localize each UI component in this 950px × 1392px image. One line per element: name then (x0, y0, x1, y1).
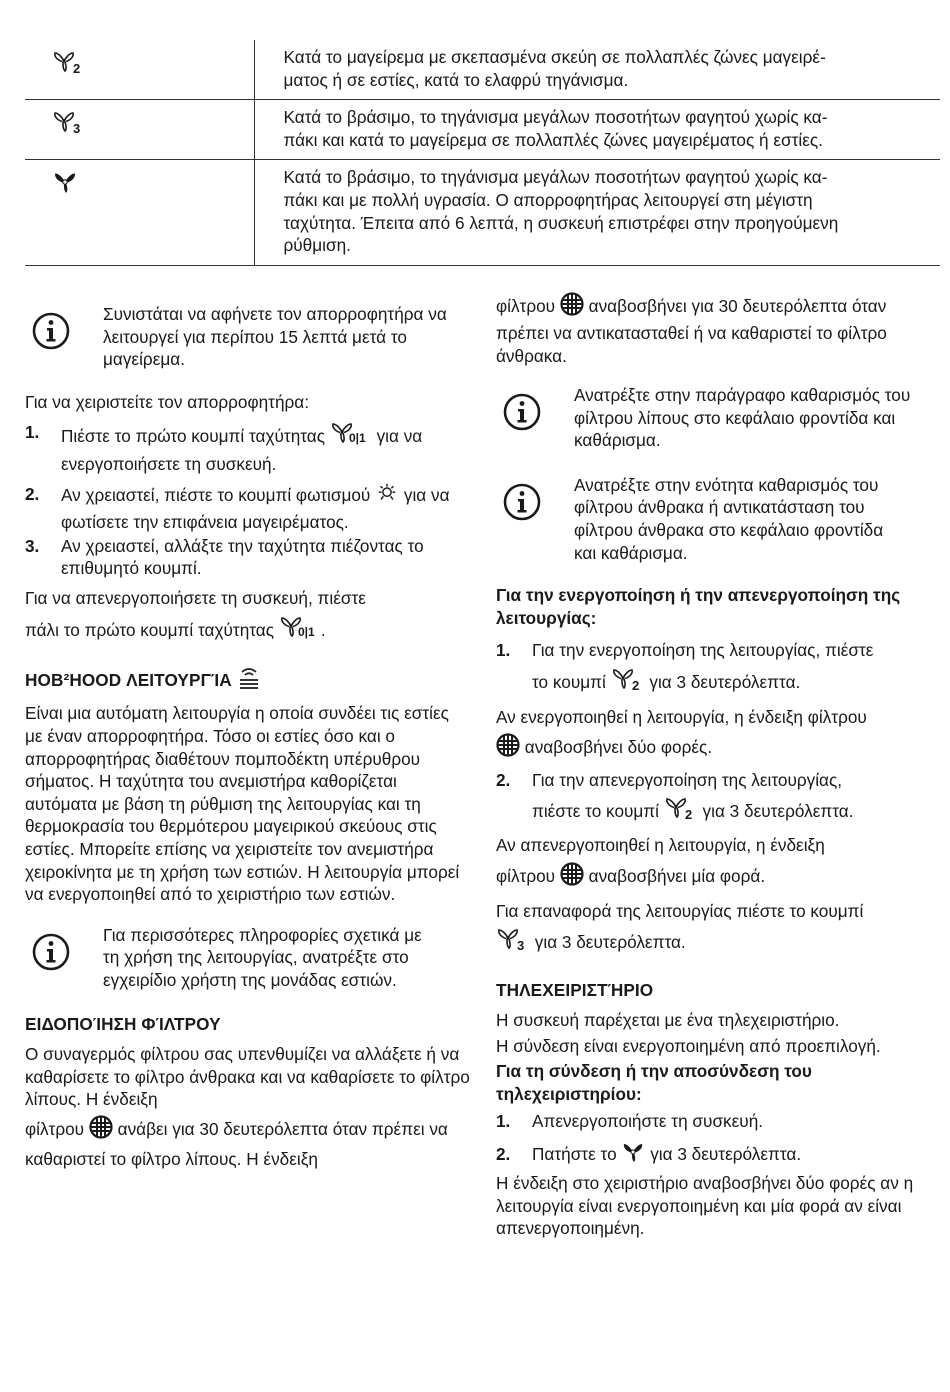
info-note (496, 474, 939, 564)
filter-text-2a: φίλτρου (25, 1118, 85, 1139)
step-text: Για την απενεργοποίηση της λειτουργίας, (532, 770, 843, 791)
table-row (25, 40, 940, 100)
connect-steps (496, 1110, 939, 1172)
fan-speed-3-icon (52, 109, 86, 135)
step-text: Αν χρειαστεί, πιέστε το κουμπί φωτισμού (61, 485, 371, 506)
reset-b: για 3 δευτερόλεπτα. (534, 932, 686, 953)
table-text-cell (254, 40, 940, 100)
svg-text:0|1: 0|1 (348, 431, 366, 446)
filter-cont-b: αναβοσβήνει για 30 δευτερόλεπτα όταν πρέπει να αντικατασταθεί ή να καθαριστεί το φίλτρο άνθρακα. (496, 296, 887, 366)
step-item (25, 483, 470, 533)
filter-icon (560, 862, 584, 896)
left-column (25, 290, 470, 1179)
step-text: Απενεργοποιήστε τη συσκευή. (532, 1111, 764, 1132)
info-icon (502, 392, 542, 438)
filter-text-2 (25, 1115, 470, 1172)
off-text-period: . (320, 619, 326, 640)
table-line: πάκι και με πολλή υγρασία. Ο απορροφητήρας λειτουργεί στη μέγιστη (283, 189, 813, 210)
table-line: πάκι και κατά το μαγείρεμα σε πολλαπλές ζώνες μαγειρέματος ή εστίες. (283, 129, 823, 150)
step-text: το κουμπί (532, 672, 606, 693)
toggle-steps-2 (496, 766, 939, 830)
table-icon-cell (25, 160, 254, 266)
operate-steps (25, 420, 470, 579)
connect-result: Η ένδειξη στο χειριστήριο αναβοσβήνει δύο φορές αν η λειτουργία είναι ενεργοποιημένη και μία φορά αν είναι απενεργοποιημένη. (496, 1172, 914, 1239)
table-icon-cell (25, 100, 254, 160)
table-row (25, 160, 940, 266)
filter-icon (560, 292, 584, 322)
toggle-off-text (496, 830, 939, 896)
table-row (25, 100, 940, 160)
hob2hood-text: Είναι μια αυτόματη λειτουργία η οποία συνδέει τις εστίες με έναν απορροφητήρα. Τόσο οι εστίες όσο και ο απορροφητήρας διαθέτουν πομποδέκτη υπέρυθρου σήματος. Η ταχύτητα του ανεμιστήρα καθορίζεται αυτόματα με βάση τη ρύθμιση της λειτουργίας και τη θερμοκρασία του θερμότερου μαγειρικού σκεύους στις εστίες. Μπορείτε επίσης να χειριστείτε τον ανεμιστήρα χειροκίνητα με τη χρήση των εστιών. Η λειτουργία μπορεί να ενεργοποιηθεί από το χειριστήριο των εστιών. (25, 703, 460, 905)
toggle-off-a: Αν απενεργοποιηθεί η λειτουργία, η ένδειξη (496, 835, 825, 856)
step-text: Αν χρειαστεί, αλλάξτε την ταχύτητα πιέζοντας το επιθυμητό κουμπί. (61, 535, 424, 579)
toggle-steps (496, 634, 939, 702)
reset-text (496, 896, 939, 961)
table-line: ρύθμιση. (283, 235, 351, 256)
step-number: 2. (496, 1143, 511, 1164)
toggle-on-b: αναβοσβήνει δύο φορές. (524, 737, 713, 758)
step-text-after: για 3 δευτερόλεπτα. (649, 672, 801, 693)
svg-text:2: 2 (73, 61, 81, 75)
off-text-line-1: Για να απενεργοποιήσετε τη συσκευή, πιέστε (25, 587, 366, 608)
step-item (496, 634, 939, 702)
hob2hood-heading (25, 666, 470, 696)
fan-speed-0-1-icon (279, 614, 321, 650)
step-number: 2. (25, 484, 40, 505)
table-line: Κατά το βράσιμο, το τηγάνισμα μεγάλων ποσοτήτων φαγητού χωρίς κα- (283, 167, 828, 188)
light-icon (375, 483, 399, 511)
info-note-text: Για περισσότερες πληροφορίες σχετικά με τη χρήση της λειτουργίας, ανατρέξτε στο εγχειρίδιο χρήστη της μονάδας εστιών. (103, 924, 422, 990)
fan-speed-2-icon (611, 666, 645, 702)
right-column (496, 292, 939, 1247)
toggle-off-b: φίλτρου (496, 866, 556, 887)
info-icon (31, 932, 71, 978)
filter-text-1: Ο συναγερμός φίλτρου σας υπενθυμίζει να αλλάξετε ή να καθαρίσετε το φίλτρο άνθρακα και να καθαρίσετε το φίλτρο λίπους. Η ένδειξη (25, 1044, 470, 1110)
step-item (496, 1110, 939, 1133)
filter-text (25, 1043, 470, 1111)
svg-text:2: 2 (684, 807, 692, 822)
hob2hood-icon (237, 666, 261, 696)
step-item (25, 535, 470, 580)
remote-heading: ΤΗΛΕΧΕΙΡΙΣΤΉΡΙΟ (496, 980, 654, 1001)
info-icon (502, 482, 542, 528)
info-icon (31, 311, 71, 357)
filter-icon (496, 733, 520, 766)
filter-cont-a: φίλτρου (496, 296, 556, 316)
toggle-on-text (496, 702, 939, 766)
fan-boost-icon (621, 1140, 645, 1172)
table-line: ματος ή σε εστίες, κατά το ελαφρύ τηγάνισμα. (283, 69, 629, 90)
operate-intro: Για να χειριστείτε τον απορροφητήρα: (25, 391, 310, 412)
step-text: Για την ενεργοποίηση της λειτουργίας, πιέστε (532, 640, 874, 661)
step-text: Πιέστε το πρώτο κουμπί ταχύτητας (61, 426, 326, 447)
info-note (25, 303, 470, 371)
table-text-cell (254, 160, 940, 266)
step-text-after: για να φωτίσετε την επιφάνεια μαγειρέματος. (61, 485, 450, 532)
off-text (25, 582, 470, 650)
table-text-cell (254, 100, 940, 160)
step-text-after: για να ενεργοποιήσετε τη συσκευή. (61, 426, 423, 475)
info-note (496, 384, 939, 452)
step-text-after: για 3 δευτερόλεπτα. (702, 801, 854, 822)
step-text-after: για 3 δευτερόλεπτα. (650, 1143, 802, 1164)
info-note-text: Συνιστάται να αφήνετε τον απορροφητήρα να λειτουργεί για περίπου 15 λεπτά μετά το μαγείρεμα. (103, 304, 447, 370)
info-note (25, 924, 470, 992)
filter-icon (89, 1115, 113, 1146)
connect-heading: Για τη σύνδεση ή την αποσύνδεση του τηλεχειριστηρίου: (496, 1061, 812, 1104)
fan-speed-0-1-icon (330, 420, 372, 452)
remote-text-1: Η συσκευή παρέχεται με ένα τηλεχειριστήριο. (496, 1009, 840, 1030)
step-number: 2. (496, 770, 511, 791)
toggle-on-a: Αν ενεργοποιηθεί η λειτουργία, η ένδειξη φίλτρου (496, 707, 867, 728)
table-icon-cell (25, 40, 254, 100)
filter-text-2b: ανάβει για 30 δευτερόλεπτα όταν πρέπει να καθαριστεί το φίλτρο λίπους. Η ένδειξη (25, 1118, 448, 1169)
step-number: 1. (25, 422, 40, 443)
step-text: Πατήστε το (532, 1143, 617, 1164)
off-text-line-2: πάλι το πρώτο κουμπί ταχύτητας (25, 619, 275, 640)
fan-speed-3-icon (496, 926, 530, 961)
info-note-text: Ανατρέξτε στην παράγραφο καθαρισμός του φίλτρου λίπους στο κεφάλαιο φροντίδα και καθάρισμα. (574, 385, 911, 451)
info-note-text: Ανατρέξτε στην ενότητα καθαρισμός του φίλτρου άνθρακα ή αντικατάσταση του φίλτρου άνθρακα στο κεφάλαιο φροντίδα και καθάρισμα. (574, 474, 884, 563)
filter-heading: ΕΙΔΟΠΟΊΗΣΗ ΦΊΛΤΡΟΥ (25, 1014, 221, 1035)
step-number: 3. (25, 535, 40, 556)
hob2hood-heading-text: HOB²HOOD ΛΕΙΤΟΥΡΓΊΑ (25, 669, 232, 690)
table-line: Κατά το βράσιμο, το τηγάνισμα μεγάλων ποσοτήτων φαγητού χωρίς κα- (283, 107, 828, 128)
reset-a: Για επαναφορά της λειτουργίας πιέστε το κουμπί (496, 901, 864, 922)
svg-text:0|1: 0|1 (297, 624, 315, 639)
table-line: Κατά το μαγείρεμα με σκεπασμένα σκεύη σε πολλαπλές ζώνες μαγειρέ- (283, 47, 826, 67)
step-number: 1. (496, 640, 511, 661)
fan-boost-icon (52, 169, 78, 195)
table-line: ταχύτητα. Έπειτα από 6 λεπτά, η συσκευή επιστρέφει στην προηγούμενη (283, 212, 839, 233)
svg-text:3: 3 (73, 121, 81, 136)
step-item (496, 1140, 939, 1172)
filter-cont (496, 292, 939, 368)
step-item (25, 420, 470, 476)
remote-text-2: Η σύνδεση είναι ενεργοποιημένη από προεπιλογή. (496, 1035, 881, 1056)
svg-text:2: 2 (631, 678, 639, 693)
step-item (496, 766, 939, 830)
fan-speed-2-icon (52, 49, 86, 75)
toggle-heading: Για την ενεργοποίηση ή την απενεργοποίηση της λειτουργίας: (496, 585, 901, 628)
fan-speed-2-icon (664, 795, 698, 830)
fan-speed-table (25, 40, 940, 266)
svg-text:3: 3 (517, 938, 525, 953)
step-number: 1. (496, 1111, 511, 1132)
toggle-off-c: αναβοσβήνει μία φορά. (588, 866, 766, 887)
step-text: πιέστε το κουμπί (532, 801, 659, 822)
